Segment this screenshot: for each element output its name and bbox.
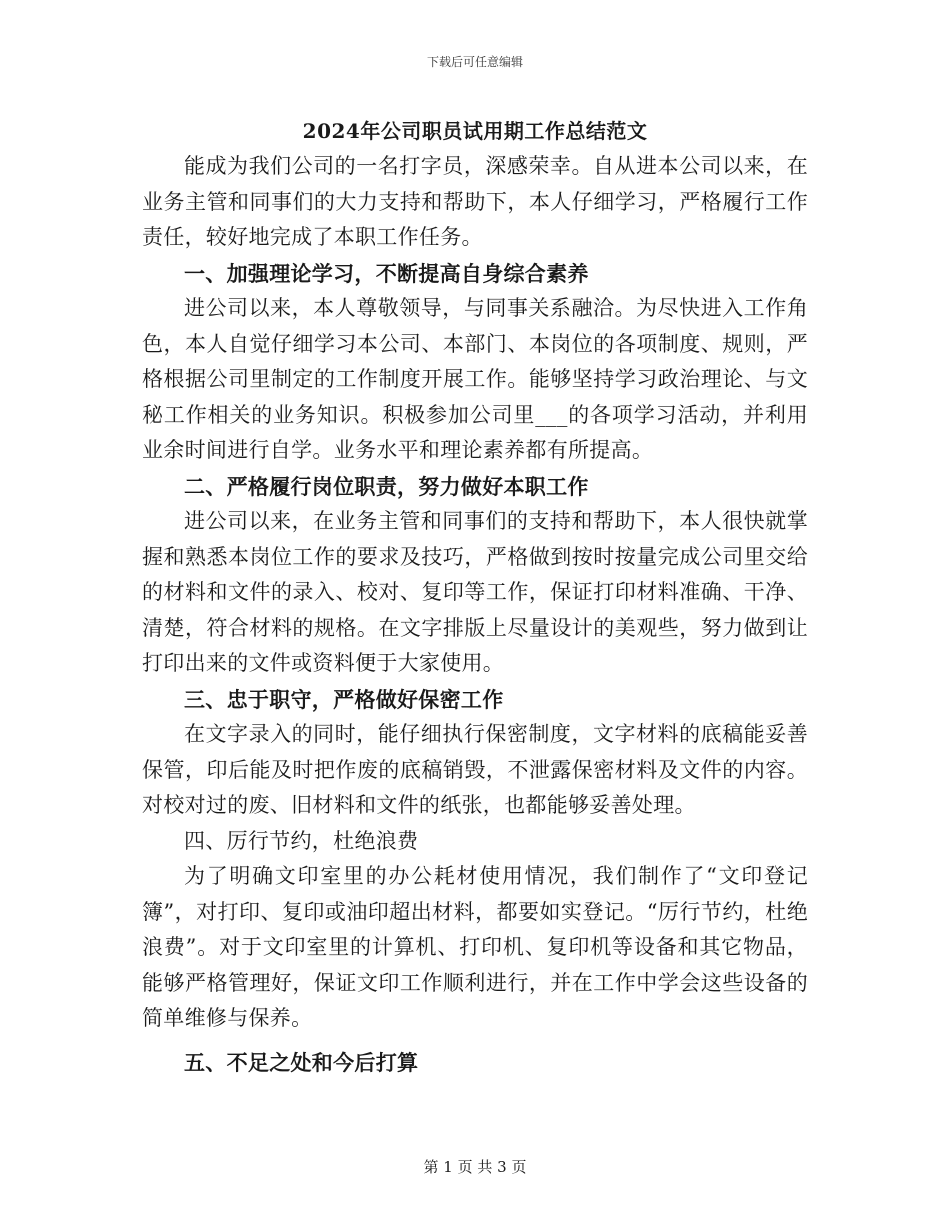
section-heading-1: 一、加强理论学习，不断提高自身综合素养 [184, 260, 589, 286]
section-heading-5: 五、不足之处和今后打算 [184, 1049, 419, 1075]
section-heading-2: 二、严格履行岗位职责，努力做好本职工作 [184, 473, 589, 499]
header-note: 下载后可任意编辑 [426, 55, 523, 69]
section-body-4: 为了明确文印室里的办公耗材使用情况，我们制作了“文印登记簿”，对打印、复印或油印超出材料，都要如实登记。“厉行节约，杜绝浪费”。对于文印室里的计算机、打印机、复印机等设备和其它物品，能够严格管理好，保证文印工作顺利进行，并在工作中学会这些设备的简单维修与保养。 [142, 864, 808, 1030]
section-heading-3: 三、忠于职守，严格做好保密工作 [184, 686, 504, 712]
intro-paragraph: 能成为我们公司的一名打字员，深感荣幸。自从进本公司以来，在业务主管和同事们的大力支持和帮助下，本人仔细学习，严格履行工作责任，较好地完成了本职工作任务。 [142, 154, 808, 249]
section-body-3: 在文字录入的同时，能仔细执行保密制度，文字材料的底稿能妥善保管，印后能及时把作废的底稿销毁，不泄露保密材料及文件的内容。对校对过的废、旧材料和文件的纸张，也都能够妥善处理。 [142, 722, 808, 817]
section-body-1: 进公司以来，本人尊敬领导，与同事关系融洽。为尽快进入工作角色，本人自觉仔细学习本公司、本部门、本岗位的各项制度、规则，严格根据公司里制定的工作制度开展工作。能够坚持学习政治理论、与文秘工作相关的业务知识。积极参加公司里___的各项学习活动，并利用业余时间进行自学。业务水平和理论素养都有所提高。 [142, 296, 808, 462]
document-title: 2024年公司职员试用期工作总结范文 [302, 119, 648, 143]
section-body-2: 进公司以来，在业务主管和同事们的支持和帮助下，本人很快就掌握和熟悉本岗位工作的要求及技巧，严格做到按时按量完成公司里交给的材料和文件的录入、校对、复印等工作，保证打印材料准确、干净、清楚，符合材料的规格。在文字排版上尽量设计的美观些，努力做到让打印出来的文件或资料便于大家使用。 [142, 509, 808, 675]
page-indicator: 第 1 页 共 3 页 [423, 1158, 527, 1176]
document-body [142, 149, 808, 1080]
section-heading-4: 四、厉行节约，杜绝浪费 [184, 828, 419, 853]
